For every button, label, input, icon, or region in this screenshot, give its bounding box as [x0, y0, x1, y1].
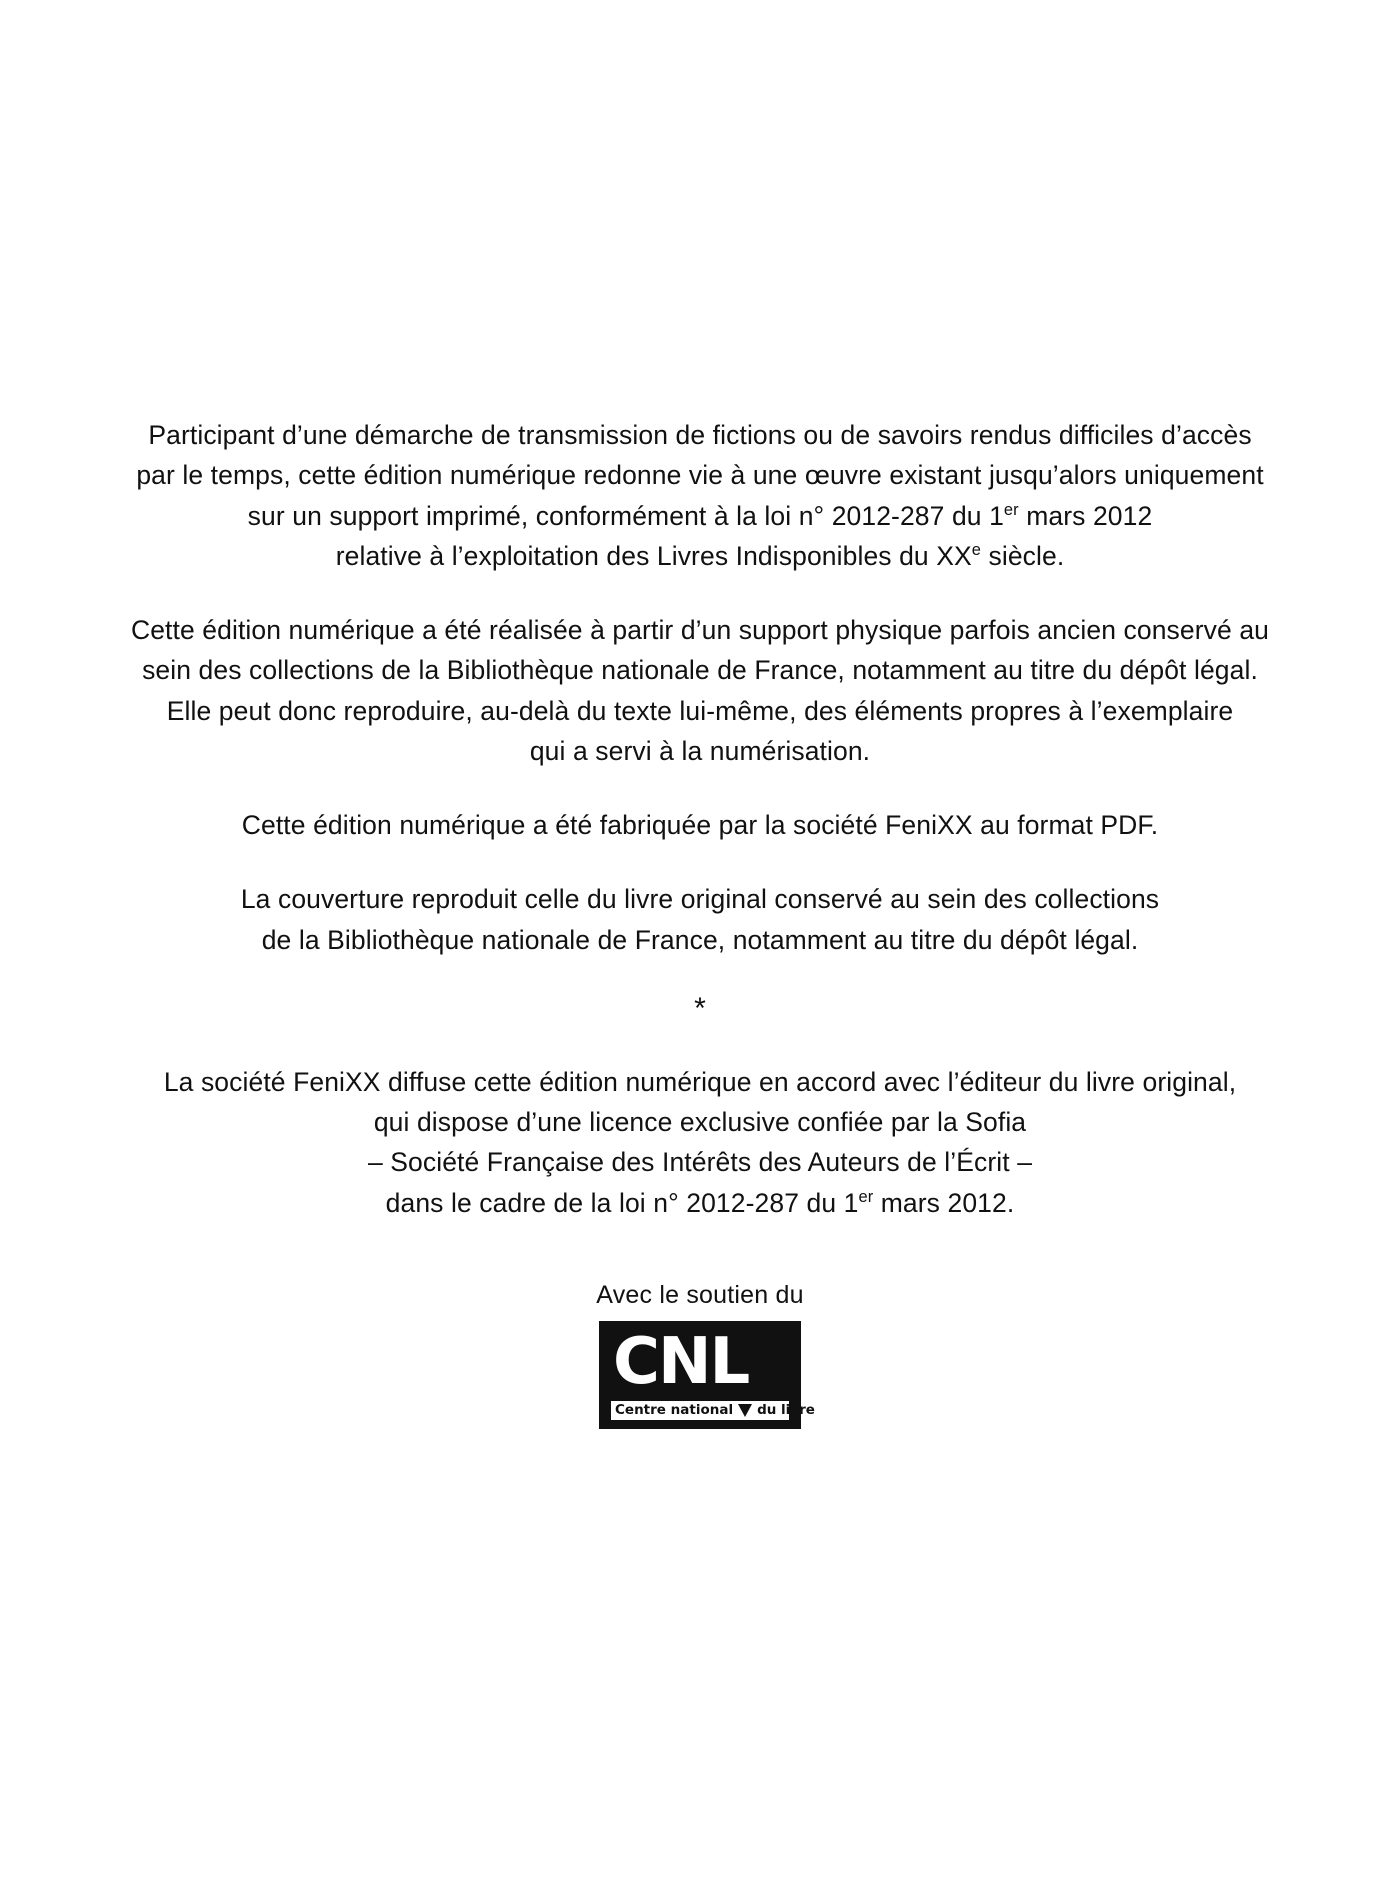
- paragraph-transmission: [110, 415, 1290, 576]
- paragraph-line: qui dispose d’une licence exclusive confiée par la Sofia: [373, 1107, 1027, 1138]
- paragraph-line: Participant d’une démarche de transmission de fictions ou de savoirs rendus difficiles d’accès: [148, 420, 1252, 450]
- cnl-logo-subtitle-left: Centre national: [615, 1401, 734, 1418]
- cnl-logo-letters-row: [611, 1324, 789, 1399]
- ordinal-suffix: e: [971, 540, 982, 559]
- checkmark-icon: [738, 1404, 752, 1417]
- century-reference-text: relative à l’exploitation des Livres Indisponibles du XX: [335, 540, 972, 571]
- law-reference-text: dans le cadre de la loi n° 2012-287 du 1: [385, 1187, 859, 1218]
- paragraph-line: Elle peut donc reproduire, au-delà du texte lui-même, des éléments propres à l’exemplaire: [166, 695, 1234, 726]
- paragraph-line: [386, 1188, 1015, 1218]
- law-reference-date: mars 2012: [1018, 500, 1153, 531]
- law-reference-date: mars 2012.: [873, 1187, 1015, 1218]
- cnl-logo: [599, 1321, 815, 1429]
- section-separator-asterisk: *: [694, 991, 706, 1025]
- paragraph-cover-source: [110, 879, 1290, 960]
- cnl-logo-subtitle-right: du livre: [757, 1401, 815, 1418]
- paragraph-line: qui a servi à la numérisation.: [529, 735, 871, 766]
- paragraph-distribution-rights: [110, 1062, 1290, 1223]
- paragraph-line: La couverture reproduit celle du livre original conservé au sein des collections: [240, 884, 1160, 915]
- logo-caption: Avec le soutien du: [596, 1280, 804, 1309]
- law-reference-text: sur un support imprimé, conformément à la loi n° 2012-287 du 1: [247, 500, 1004, 531]
- paragraph-line: sein des collections de la Bibliothèque nationale de France, notamment au titre du dépôt légal.: [142, 655, 1258, 686]
- paragraph-physical-support: [110, 610, 1290, 771]
- paragraph-line: Cette édition numérique a été fabriquée par la société FeniXX au format PDF.: [241, 810, 1159, 841]
- legal-notice-block: [110, 415, 1290, 1429]
- cnl-logo-letters: CNL: [613, 1324, 749, 1399]
- paragraph-line: Cette édition numérique a été réalisée à partir d’un support physique parfois ancien conservé au: [130, 615, 1269, 646]
- ordinal-suffix: er: [858, 1187, 874, 1206]
- cnl-logo-subtitle-row: [611, 1401, 815, 1420]
- paragraph-fenixx-pdf: [110, 805, 1290, 845]
- ordinal-suffix: er: [1003, 500, 1019, 519]
- century-reference-suffix: siècle.: [981, 540, 1065, 571]
- support-logo-block: [110, 1281, 1290, 1429]
- paragraph-line: de la Bibliothèque nationale de France, notamment au titre du dépôt légal.: [261, 924, 1139, 955]
- paragraph-line: par le temps, cette édition numérique redonne vie à une œuvre existant jusqu’alors uniquement: [136, 460, 1264, 491]
- paragraph-line: [248, 501, 1153, 531]
- paragraph-line: La société FeniXX diffuse cette édition numérique en accord avec l’éditeur du livre original,: [163, 1066, 1237, 1097]
- paragraph-line: – Société Française des Intérêts des Auteurs de l’Écrit –: [367, 1147, 1033, 1178]
- paragraph-line: [336, 541, 1065, 571]
